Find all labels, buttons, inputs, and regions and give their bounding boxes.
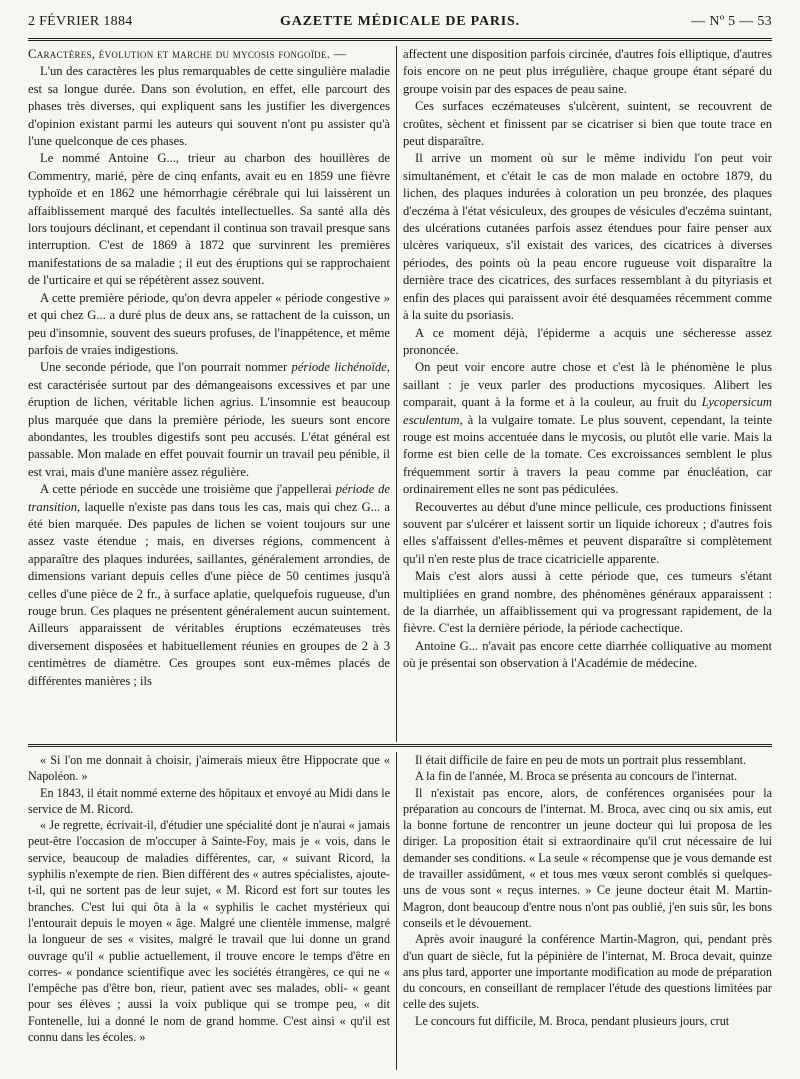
bottom-left-column: [28, 752, 390, 1070]
paragraph: En 1843, il était nommé externe des hôpitaux et envoyé au Midi dans le service de M. Ricord.: [28, 785, 390, 816]
paragraph: Recouvertes au début d'une mince pellicule, ces productions finissent souvent par s'ulcérer et laissent sortir un liquide ichoreux ; d'autres fois elles s'affaissent d'elles-mêmes et peuvent disparaître si complètement qu'il n'en reste plus de trace cicatricielle apparente.: [403, 499, 772, 566]
paragraph: Il arrive un moment où sur le même individu l'on peut voir simultanément, et c'était le cas de mon malade en octobre 1879, du lichen, des plaques indurées à coloration un peu bronzée, des plaques d'eczéma à l'état vésiculeux, des groupes de vésicules d'eczéma suintant, des ulcérations cutanées parfois assez étendues pour faire penser aux ulcères variqueux, s'il existait des varices, des cicatrices à diverses périodes, des points où la peau encore rugueuse voit disparaître la dernière trace des cicatrices, des surfaces ressemblant à du pityriasis et enfin des places qui paraissent avoir été desquamées récemment comme à la suite du psoriasis.: [403, 151, 772, 323]
top-left-column: [28, 46, 390, 742]
paragraph: Le concours fut difficile, M. Broca, pendant plusieurs jours, crut: [415, 1013, 730, 1028]
page-header: [28, 10, 772, 36]
paragraph: Une seconde période, que l'on pourrait nommer période lichénoïde, est caractérisée surtout par des démangeaisons excessives et par une éruption de lichen, véritable lichen agrius. L'insomnie est beaucoup plus marquée que dans la première période, les sueurs sont encore abondantes, les troubles digestifs sont peu accusés. L'état général est passable. Mon malade en effet pouvait fournir un travail peu pénible, il est vrai, mais d'une manière assez régulière.: [28, 360, 390, 479]
paragraph: « Si l'on me donnait à choisir, j'aimerais mieux être Hippocrate que « Napoléon. »: [28, 753, 390, 784]
paragraph: Il n'existait pas encore, alors, de conférences organisées pour la préparation au concours de l'internat. M. Broca, avec cinq ou six amis, eut la bonne fortune de rencontrer un jeune docteur qui lui proposa de les diriger. La proposition était si extraordinaire qu'il crut nécessaire de lui demander ses conditions. « La seule « récompense que je vous demande est de travailler assidûment, « et tous mes vœux seront comblés si quelques-uns de vous sont « reçus internes. » Ce jeune docteur était M. Martin-Magron, dont beaucoup d'entre nous n'ont pas oublié, j'en suis sûr, les bons conseils et le dévouement.: [403, 785, 772, 930]
header-date: 2 FÉVRIER 1884: [28, 14, 133, 29]
section-title: Caractères, évolution et marche du mycosis fongoïde. —: [28, 47, 347, 61]
header-rule: [28, 38, 772, 41]
column-divider: [396, 752, 397, 1070]
paragraph: A cette première période, qu'on devra appeler « période congestive » et qui chez G... a duré plus de deux ans, se rattachent de la cuisson, un peu d'insomnie, souvent des sueurs profuses, de l'inappétence, et même parfois de vraies indigestions.: [28, 290, 390, 357]
paragraph: L'un des caractères les plus remarquables de cette singulière maladie est sa longue durée. Dans son évolution, en effet, elle parcourt des phases très diverses, qui expliquent sans les justifier les divergences d'opinion existant parmi les auteurs qui souvent n'ont pu assister qu'à l'une quelconque de ces phases.: [28, 64, 390, 149]
top-right-column: [403, 46, 772, 742]
paragraph: A la fin de l'année, M. Broca se présenta au concours de l'internat.: [415, 769, 738, 784]
paragraph: Antoine G... n'avait pas encore cette diarrhée colliquative au moment où je présentai son observation à l'Académie de médecine.: [403, 638, 772, 671]
article-broca: [28, 752, 772, 1070]
header-title: GAZETTE MÉDICALE DE PARIS.: [280, 14, 520, 29]
paragraph: Le nommé Antoine G..., trieur au charbon des houillères de Commentry, marié, père de cinq enfants, avait eu en 1859 une fièvre typhoïde et en 1862 une hémorrhagie cérébrale qui lui laissèrent un affaiblissement marqué des facultés intellectuelles. Sa santé alla dès lors toujours déclinant, et cependant il continua son travail presque sans interruption. C'est de 1869 à 1872 que survinrent les premières manifestations de sa maladie ; il eut des éruptions qui se rapprochaient de l'urticaire et qui se répétèrent assez souvent.: [28, 151, 390, 288]
column-divider: [396, 46, 397, 742]
section-rule: [28, 744, 772, 747]
header-page-number: — Nº 5 — 53: [691, 14, 772, 29]
bottom-right-column: [403, 752, 772, 1070]
paragraph: A ce moment déjà, l'épiderme a acquis une sécheresse assez prononcée.: [403, 325, 772, 357]
paragraph: On peut voir encore autre chose et c'est là le phénomène le plus saillant : je veux parler des productions mycosiques. Alibert les comparait, quant à la forme et à la couleur, au fruit du Lycopersicum esculentum, à la vulgaire tomate. Le plus souvent, cependant, la teinte rouge est moins accentuée dans le mycosis, ou plutôt elle varie. Mais la forme est bien celle de la tomate. Ces excroissances semblent le plus fréquemment sortir à travers la peau comme par énucléation, car ordinairement elles ne sont pas pédiculées.: [403, 360, 772, 497]
paragraph: affectent une disposition parfois circinée, d'autres fois elliptique, d'autres fois encore on ne peut plus irrégulière, chaque groupe étant séparé du groupe voisin par des espaces de peau saine.: [403, 47, 772, 96]
paragraph: Ces surfaces eczémateuses s'ulcèrent, suintent, se recouvrent de croûtes, sèchent et finissent par se cicatriser si bien que toute trace en peut disparaître.: [403, 99, 772, 149]
paragraph: « Je regrette, écrivait-il, d'étudier une spécialité dont je n'aurai « jamais peut-être l'occasion de m'occuper à Sainte-Foy, mais je « vois, dans le service, beaucoup de maladies différentes, car, « suivant Ricord, la syphilis n'exempte de rien. Bien différent des « autres spécialistes, ajoute-t-il, qui ne sortent pas de leur sujet, « M. Ricord est fort sur toutes les branches. C'est lui qui ôta à la « syphilis le cachet mystérieux qui l'entourait depuis le moyen « âge. Malgré une clientèle immense, malgré la longueur de ses « visites, malgré le travail que lui donne un grand ouvrage qu'il « publie actuellement, il trouve encore le temps d'être en corres- « pondance scientifique avec les sociétés étrangères, ce qui ne « l'empêche pas d'être bon, rieur, patient avec ses malades, obli- « geant pour ses élèves ; aussi la voix publique qui se trompe peu, « dit Fontenelle, lui a donné le nom de grand homme. C'est ainsi « qu'il est connu dans les écoles. »: [28, 818, 390, 1045]
paragraph: Après avoir inauguré la conférence Martin-Magron, qui, pendant près d'un quart de siècle, fut la pépinière de l'internat, M. Broca devait, quinze ans plus tard, apporter une importante modification au mode de préparation du concours, en conseillant de remplacer l'étude des questions limitées par celle des sujets.: [403, 932, 772, 1012]
paragraph: Mais c'est alors aussi à cette période que, ces tumeurs s'étant multipliées en grand nombre, des phénomènes généraux apparaissent : de la diarrhée, un affaiblissement qui va progressant rapidement, de la fièvre. C'est la dernière période, la période cachectique.: [403, 569, 772, 636]
paragraph: Il était difficile de faire en peu de mots un portrait plus ressemblant.: [415, 753, 747, 767]
article-mycosis: [28, 46, 772, 742]
paragraph: A cette période en succède une troisième que j'appellerai période de transition, laquelle n'existe pas dans tous les cas, mais qui chez G... a été bien marquée. Des papules de lichen se voient toujours sur une assez vaste étendue ; mais, en diverses régions, commencent à apparaître des plaques indurées, saillantes, généralement arrondies, de dimensions variant depuis celles d'une pièce de 50 centimes jusqu'à celles d'une pièce de 2 fr., à surface aplatie, quelquefois rugueuse, d'un rouge brun. Ces plaques ne présentent généralement aucun suintement. Ailleurs apparaissent de véritables éruptions eczémateuses très diversement disposées et habituellement réunies en groupes de 2 à 3 centimètres de diamètre. Ces groupes sont eux-mêmes placés de différentes manières ; ils: [28, 482, 390, 688]
